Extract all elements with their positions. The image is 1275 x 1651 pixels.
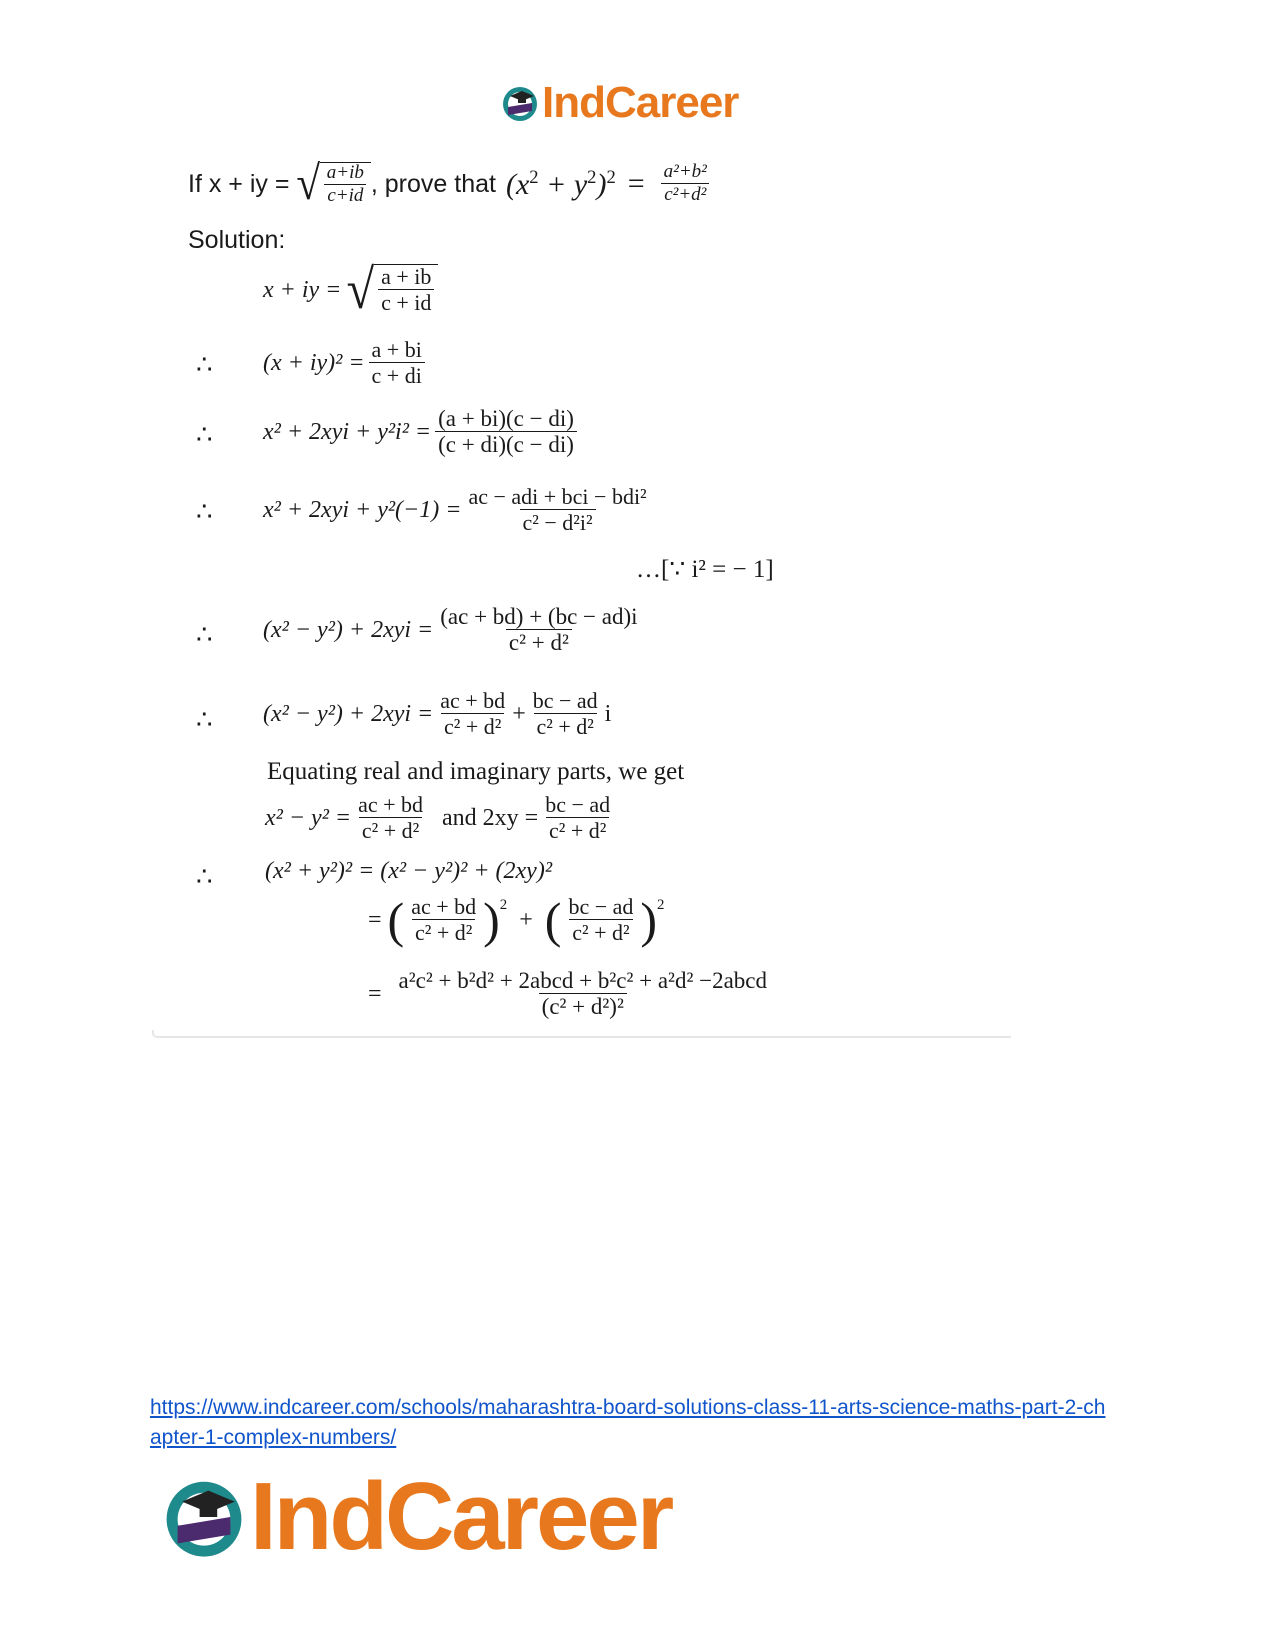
graduation-cap-book-icon [160,1473,248,1561]
solution-label: Solution: [188,226,286,254]
question-eq: = [627,167,645,200]
step-4: x² + 2xyi + y²(−1) = $\frac{\text{ac − adi + bci − bdi²}}{\text{c² − d²i²}}$ [263,484,647,536]
question-rhs: $\frac{\text{a²+b²}}{\text{c²+d²}}$ [661,162,710,206]
step-8: (x² + y²)² = (x² − y²)² + (2xy)² [265,858,553,884]
question [188,157,714,210]
step-10: = $\frac{\text{a²c² + b²d² + 2abcd + b²c² + a²d² −2abcd}}{\text{(c² + d²)²}}$ [368,968,767,1020]
question-prefix: If x + iy = [188,169,290,198]
step-note: …[∵ i² = − 1] [636,556,774,583]
source-link[interactable]: https://www.indcareer.com/schools/maharashtra-board-solutions-class-11-arts-science-maths-part-2-chapter-1-complex-numbers/ [150,1396,1106,1449]
question-middle: , prove that [370,169,496,198]
step-7: x² − y² = $\frac{ac + bd}{\text{c² + d²}}$ and 2xy = $\frac{bc - ad}{\text{c² + d²}}$ [265,792,611,844]
step-6: (x² − y²) + 2xyi = $\frac{ac + bd}{\text{c² + d²}}$ + $\frac{bc - ad}{\text{c² + d²}}$ i [263,688,612,740]
sqrt-icon: √ [346,259,375,321]
header-logo [500,78,738,128]
therefore-symbol: ∴ [196,705,213,734]
image-border [152,1030,1011,1038]
equating-text: Equating real and imaginary parts, we get [267,758,685,785]
sqrt-icon: √ [296,157,321,210]
question-sqrt: √ $\frac{a+ib}{c+id}$ [295,160,370,208]
step-5: (x² − y²) + 2xyi = $\frac{(ac + bd) + (bc - ad)i}{\text{c² + d²}}$ [263,604,638,656]
therefore-symbol: ∴ [196,862,213,891]
step-3: x² + 2xyi + y²i² = $\frac{(a + bi)(c - di)}{(c + di)(c - di)}$ [263,406,581,459]
therefore-symbol: ∴ [196,420,213,449]
footer-logo [160,1462,671,1572]
step-9: = ( $\frac{ac + bd}{\text{c² + d²}}$ ) $^2$ + ( $\frac{bc - ad}{\text{c² + d²}}$ ) $^2$ [368,892,665,949]
brand-name: IndCareer [250,1463,672,1570]
therefore-symbol: ∴ [196,497,213,526]
therefore-symbol: ∴ [196,350,213,379]
graduation-cap-book-icon [500,83,540,123]
brand-name: IndCareer [542,78,739,127]
therefore-symbol: ∴ [196,620,213,649]
question-lhs: $(x^2 + y^2)^2$ [505,166,616,201]
step-1: x + iy = √ $\frac{a + ib}{c + id}$ [263,262,438,318]
step-2: (x + iy)² = $\frac{a + bi}{c + di}$ [263,338,429,388]
